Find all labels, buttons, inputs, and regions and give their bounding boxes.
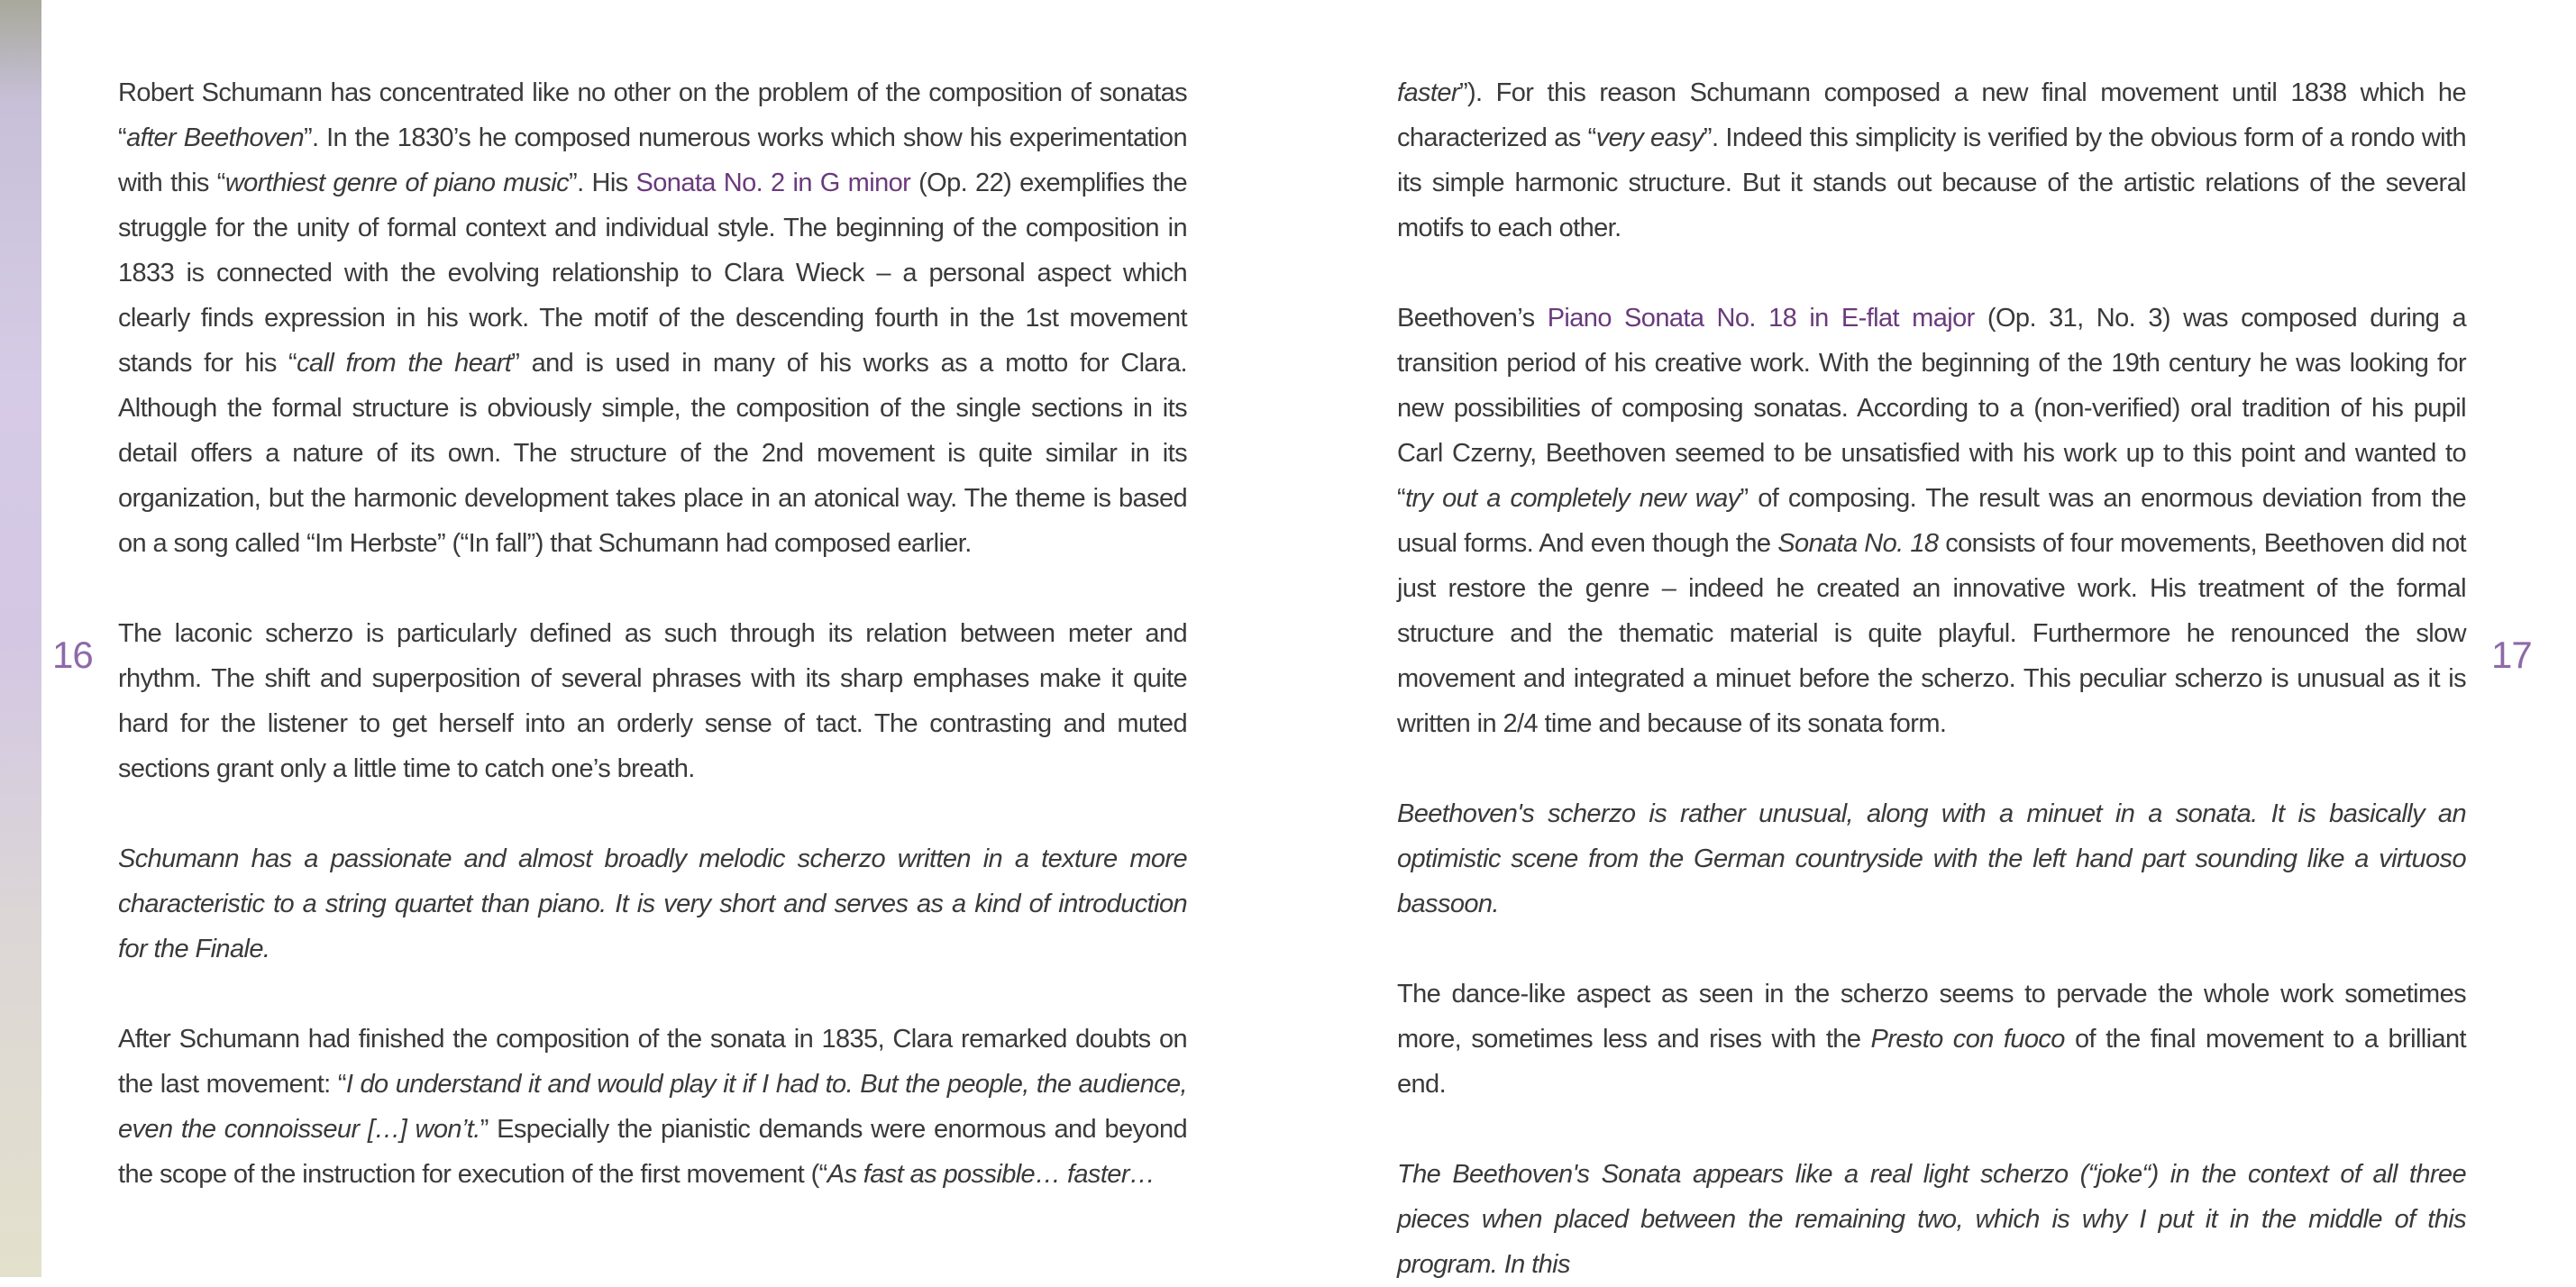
paragraph: The dance-like aspect as seen in the scherzo seems to pervade the whole work sometimes more, sometimes less and rises with the Presto con fuoco of the final movement to a brilliant end. [1397,980,2466,1099]
paragraph: The laconic scherzo is particularly defined as such through its relation between meter and rhythm. The shift and superposition of several phrases with its sharp emphases make it quite hard for the listener to get herself into an orderly sense of tact. The contrasting and muted sections grant only a little time to catch one’s breath. [118,619,1187,783]
paragraph-italic: Schumann has a passionate and almost broadly melodic scherzo written in a texture more characteristic to a string quartet than piano. It is very short and serves as a kind of introduction for the Finale. [118,844,1187,963]
work-title-beethoven-sonata: Piano Sonata No. 18 in E-flat major [1547,304,1975,333]
paragraph: Robert Schumann has concentrated like no other on the problem of the composition of sonatas “after Beethoven”. In the 1830’s he composed numerous works which show his experimentation with this “worthiest genre of piano music”. His Sonata No. 2 in G minor (Op. 22) exemplifies the struggle for the unity of formal context and individual style. The beginning of the composition in 1833 is connected with the evolving relationship to Clara Wieck – a personal aspect which clearly finds expression in his work. The motif of the descending fourth in the 1st movement stands for his “call from the heart” and is used in many of his works as a motto for Clara. Although the formal structure is obviously simple, the composition of the single sections in its detail offers a nature of its own. The structure of the 2nd movement is quite similar in its organization, but the harmonic development takes place in an atonical way. The theme is based on a song called “Im Herbste” (“In fall”) that Schumann had composed earlier. [118,78,1187,558]
paragraph: After Schumann had finished the composition of the sonata in 1835, Clara remarked doubts on the last movement: “I do understand it and would play it if I had to. But the people, the audience, even the connoisseur […] won’t.” Especially the pianistic demands were enormous and beyond the scope of the instruction for execution of the first movement (“As fast as possible… faster… [118,1025,1187,1189]
paragraph-italic: Beethoven's scherzo is rather unusual, along with a minuet in a sonata. It is basically an optimistic scene from the German countryside with the left hand part sounding like a virtuoso bassoon. [1397,799,2466,918]
right-page-text [1397,70,2466,1287]
paragraph: faster”). For this reason Schumann composed a new final movement until 1838 which he characterized as “very easy”. Indeed this simplicity is verified by the obvious form of a rondo with its simple harmonic structure. But it stands out because of the artistic relations of the several motifs to each other. [1397,78,2467,242]
page-number-left: 16 [52,634,93,676]
work-title-schumann-sonata: Sonata No. 2 in G minor [635,169,911,197]
page-number-right: 17 [2491,634,2532,676]
paragraph-italic: The Beethoven's Sonata appears like a real light scherzo (“joke“) in the context of all three pieces when placed between the remaining two, which is why I put it in the middle of this program. In this [1397,1160,2466,1279]
booklet-edge-strip [0,0,41,1277]
left-page-text [118,70,1187,1197]
paragraph: Beethoven’s Piano Sonata No. 18 in E-flat major (Op. 31, No. 3) was composed during a transition period of his creative work. With the beginning of the 19th century he was looking for new possibilities of composing sonatas. According to a (non-verified) oral tradition of his pupil Carl Czerny, Beethoven seemed to be unsatisfied with his work up to this point and wanted to “try out a completely new way” of composing. The result was an enormous deviation from the usual forms. And even though the Sonata No. 18 consists of four movements, Beethoven did not just restore the genre – indeed he created an innovative work. His treatment of the formal structure and the thematic material is quite playful. Furthermore he renounced the slow movement and integrated a minuet before the scherzo. This peculiar scherzo is unusual as it is written in 2/4 time and because of its sonata form. [1397,304,2467,738]
